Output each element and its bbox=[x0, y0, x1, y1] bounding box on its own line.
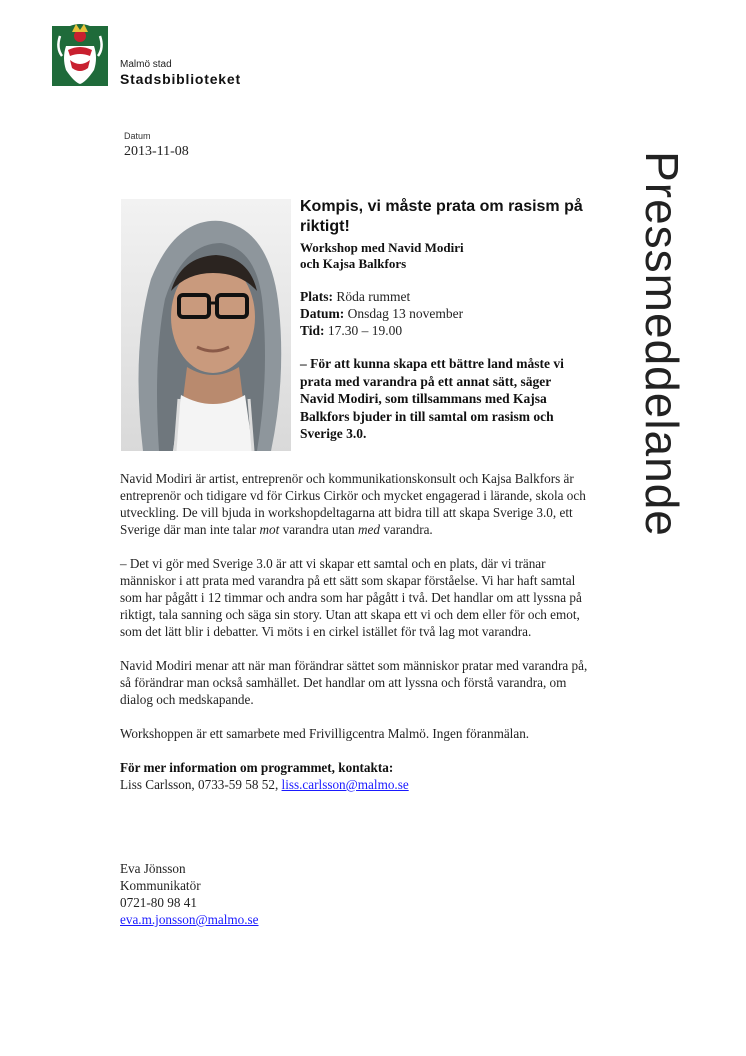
event-time bbox=[300, 322, 585, 339]
event-place bbox=[300, 288, 585, 305]
paragraph-1-emphasis-mot: mot bbox=[259, 522, 280, 537]
contact-text: Liss Carlsson, 0733-59 58 52, bbox=[120, 777, 282, 792]
subheadline bbox=[300, 240, 585, 272]
subheadline-line-2: och Kajsa Balkfors bbox=[300, 256, 407, 271]
subheadline-line-1: Workshop med Navid Modiri bbox=[300, 240, 464, 255]
paragraph-4: Workshoppen är ett samarbete med Frivilligcentra Malmö. Ingen föranmälan. bbox=[120, 726, 530, 741]
event-date-value: Onsdag 13 november bbox=[344, 306, 464, 321]
paragraph-1-part-c: varandra. bbox=[380, 522, 433, 537]
lede-quote: – För att kunna skapa ett bättre land måste vi prata med varandra på ett annat sätt, säger Navid Modiri, som tillsammans med Kajsa Balkfors bjuder in till samtal om rasism och Sverige 3.0. bbox=[300, 356, 564, 441]
article-body bbox=[120, 470, 590, 793]
paragraph-1-part-a: Navid Modiri är artist, entreprenör och kommunikationskonsult och Kajsa Balkfors är entreprenör och tidigare vd för Cirkus Cirkör och mycket engagerad i lärande, skola och utveckling. De vill bjuda in workshopdeltagarna att bidra till att skapa Sverige 3.0, ett Sverige där man inte talar bbox=[120, 471, 586, 537]
vertical-title-container bbox=[612, 122, 712, 566]
headline: Kompis, vi måste prata om rasism på riktigt! bbox=[300, 198, 583, 235]
org-small-label: Malmö stad bbox=[120, 59, 172, 70]
vertical-title: Pressmeddelande bbox=[636, 151, 689, 537]
event-date bbox=[300, 305, 585, 322]
event-info bbox=[300, 288, 585, 339]
date-label: Datum bbox=[124, 131, 151, 141]
signature-block bbox=[120, 860, 259, 928]
signature-phone: 0721-80 98 41 bbox=[120, 895, 197, 910]
paragraph-1 bbox=[120, 470, 590, 538]
paragraph-3: Navid Modiri menar att när man förändrar sättet som människor pratar med varandra på, så förändrar man också samhället. Det handlar om att lyssna och förstå varandra, om dialog och medskapande. bbox=[120, 658, 588, 707]
contact-line bbox=[120, 776, 590, 793]
place-value: Röda rummet bbox=[333, 289, 411, 304]
article-intro bbox=[300, 197, 585, 443]
event-date-label: Datum: bbox=[300, 306, 345, 321]
time-label: Tid: bbox=[300, 323, 325, 338]
time-value: 17.30 – 19.00 bbox=[324, 323, 403, 338]
date-value: 2013-11-08 bbox=[124, 144, 189, 159]
signature-title: Kommunikatör bbox=[120, 878, 201, 893]
place-label: Plats: bbox=[300, 289, 333, 304]
malmo-coat-of-arms-icon bbox=[52, 22, 108, 86]
signature-name: Eva Jönsson bbox=[120, 861, 186, 876]
paragraph-1-emphasis-med: med bbox=[358, 522, 381, 537]
paragraph-1-part-b: varandra utan bbox=[279, 522, 359, 537]
portrait-photo bbox=[121, 199, 291, 451]
contact-heading: För mer information om programmet, kontakta: bbox=[120, 760, 394, 775]
contact-email-link[interactable]: liss.carlsson@malmo.se bbox=[281, 777, 409, 792]
paragraph-2: – Det vi gör med Sverige 3.0 är att vi skapar ett samtal och en plats, där vi tränar människor i att prata med varandra på ett sätt som skapar förståelse. Vi har haft samtal som har pågått i 12 timmar och andra som har pågått i två. Det handlar om att lyssna på riktigt, tala sanning och säga sin story. Utan att skapa ett vi och dem eller för och emot, som det lätt blir i debatter. Vi möts i en cirkel istället för två lag mot varandra. bbox=[120, 556, 582, 639]
contact-block bbox=[120, 759, 590, 793]
org-name: Stadsbiblioteket bbox=[120, 71, 241, 87]
signature-email-link[interactable]: eva.m.jonsson@malmo.se bbox=[120, 912, 259, 927]
